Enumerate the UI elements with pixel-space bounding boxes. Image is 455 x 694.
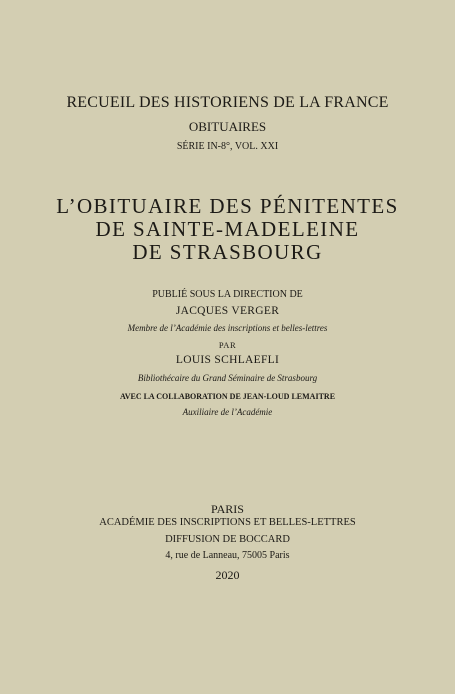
series-subtitle: OBITUAIRES <box>188 119 267 134</box>
collaboration-credit: AVEC LA COLLABORATION DE JEAN-LOUD LEMAITRE <box>119 392 336 401</box>
series-volume: SÉRIE IN-8°, VOL. XXI <box>176 141 279 152</box>
published-label: PUBLIÉ SOUS LA DIRECTION DE <box>152 289 303 300</box>
book-title-line-2: DE SAINTE-MADELEINE <box>95 217 360 241</box>
imprint-address: 4, rue de Lanneau, 75005 Paris <box>165 550 290 561</box>
collaborator-role: Auxiliaire de l’Académie <box>182 407 273 417</box>
author-role: Bibliothécaire du Grand Séminaire de Strasbourg <box>137 373 318 383</box>
series-title: RECUEIL DES HISTORIENS DE LA FRANCE <box>66 94 389 111</box>
imprint-year: 2020 <box>215 568 240 582</box>
imprint-city: PARIS <box>211 502 244 516</box>
author-name: LOUIS SCHLAEFLI <box>175 354 280 366</box>
book-title <box>0 195 455 264</box>
director-role: Membre de l’Académie des inscriptions et belles-lettres <box>127 323 328 333</box>
imprint-publisher: ACADÉMIE DES INSCRIPTIONS ET BELLES-LETTRES <box>99 517 356 528</box>
book-title-line-3: DE STRASBOURG <box>132 240 323 264</box>
imprint-distributor: DIFFUSION DE BOCCARD <box>165 534 290 545</box>
book-title-line-1: L’OBITUAIRE DES PÉNITENTES <box>56 194 399 218</box>
director-name: JACQUES VERGER <box>175 305 280 317</box>
by-label: PAR <box>218 340 237 350</box>
